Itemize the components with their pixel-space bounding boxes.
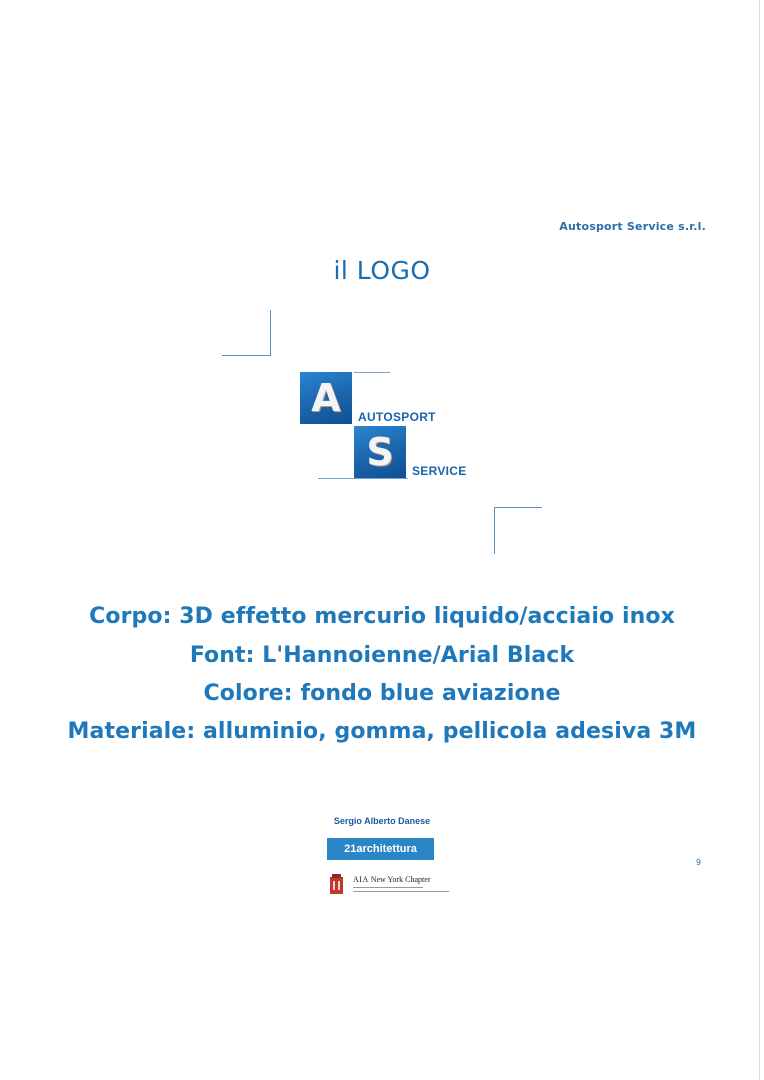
logo-letter-s-block bbox=[354, 426, 406, 478]
aia-acronym: AIA bbox=[353, 875, 369, 884]
page-number: 9 bbox=[696, 858, 702, 867]
logo-underline bbox=[318, 478, 408, 479]
logo-letter-a-block bbox=[300, 372, 352, 424]
company-header: Autosport Service s.r.l. bbox=[559, 220, 706, 233]
page-edge bbox=[759, 0, 760, 1080]
logo-word-autosport: AUTOSPORT bbox=[358, 410, 436, 424]
logo-letter-a: A bbox=[311, 376, 341, 420]
aia-logo bbox=[330, 872, 460, 896]
corner-line-bottom-horizontal bbox=[494, 507, 542, 508]
corner-line-top-vertical bbox=[270, 310, 271, 356]
aia-chapter: New York Chapter bbox=[370, 875, 431, 884]
spec-colore: Colore: fondo blue aviazione bbox=[203, 681, 561, 706]
author-name: Sergio Alberto Danese bbox=[333, 816, 431, 826]
aia-subline-1 bbox=[353, 887, 423, 888]
studio-name: 21architettura bbox=[344, 843, 417, 855]
studio-badge bbox=[327, 838, 434, 860]
corner-line-top-horizontal bbox=[222, 355, 271, 356]
spec-corpo: Corpo: 3D effetto mercurio liquido/acciaio inox bbox=[89, 604, 675, 629]
page-title: il LOGO bbox=[333, 256, 431, 285]
aia-subline-2 bbox=[353, 891, 449, 892]
spec-materiale: Materiale: alluminio, gomma, pellicola adesiva 3M bbox=[67, 719, 697, 744]
logo-letter-s: S bbox=[366, 430, 394, 474]
aia-seal-icon bbox=[330, 874, 343, 894]
spec-font: Font: L'Hannoienne/Arial Black bbox=[189, 643, 575, 668]
logo-word-service: SERVICE bbox=[412, 464, 467, 478]
logo-top-line bbox=[354, 372, 390, 373]
corner-line-bottom-vertical bbox=[494, 507, 495, 554]
aia-title bbox=[353, 875, 431, 884]
as-logo bbox=[300, 372, 500, 482]
